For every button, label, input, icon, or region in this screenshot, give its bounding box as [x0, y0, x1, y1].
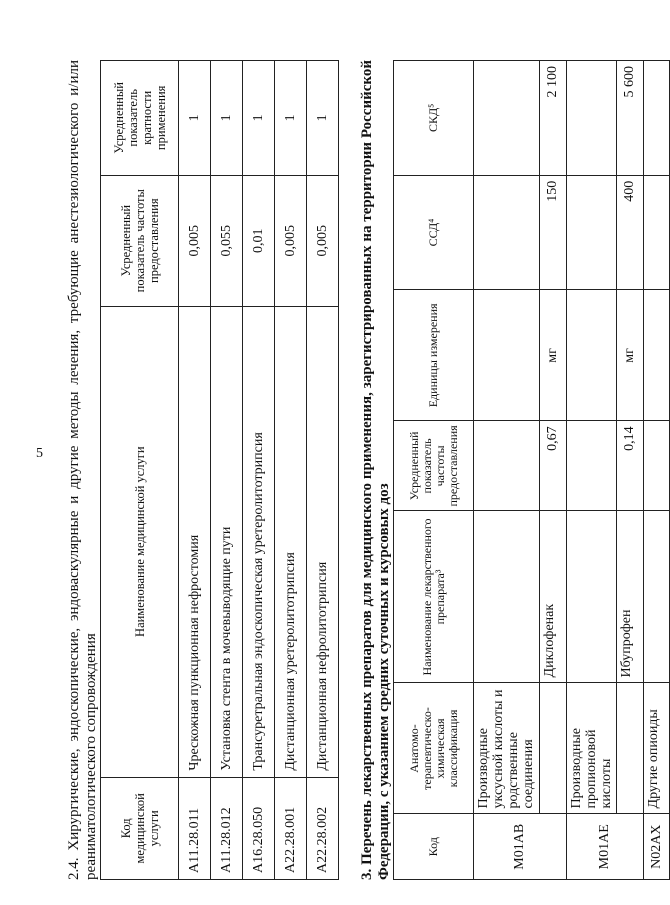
drug-ssd: 400: [617, 175, 644, 290]
header-code: Код: [394, 814, 474, 880]
service-mult: 1: [275, 61, 307, 176]
service-name: Установка стента в мочевыводящие пути: [211, 306, 243, 777]
atc-group: Другие опиоиды: [644, 683, 670, 814]
section-3-number: 3.: [359, 868, 375, 880]
table-row: [644, 61, 670, 880]
drug-ssd: 150: [540, 175, 567, 290]
drug-skd: 2 100: [540, 61, 567, 176]
drug-name: [474, 511, 540, 683]
service-freq: 0,01: [243, 175, 275, 306]
service-code: A16.28.050: [243, 777, 275, 879]
drug-freq: 0,67: [540, 421, 567, 511]
drug-ssd: [474, 175, 540, 290]
table-row: [275, 61, 307, 880]
header-freq: Усредненный показатель частоты предоставления: [394, 421, 474, 511]
header-code: Код медицинской услуги: [101, 777, 179, 879]
table-row: [211, 61, 243, 880]
atc-code: M01AE: [567, 814, 644, 880]
service-name: Дистанционная нефролитотрипсия: [307, 306, 339, 777]
service-mult: 1: [211, 61, 243, 176]
drug-name: Ибупрофен: [617, 511, 644, 683]
service-mult: 1: [243, 61, 275, 176]
rotated-page-content: [66, 60, 664, 880]
drug-ssd: [567, 175, 617, 290]
service-code: A11.28.011: [179, 777, 211, 879]
table-row: [567, 61, 617, 880]
drug-skd: 5 600: [617, 61, 644, 176]
service-freq: 0,005: [179, 175, 211, 306]
service-freq: 0,055: [211, 175, 243, 306]
service-name: Чрескожная пункционная нефростомия: [179, 306, 211, 777]
atc-code: N02AX: [644, 814, 670, 880]
service-mult: 1: [307, 61, 339, 176]
page-number: 5: [36, 446, 43, 461]
service-code: A22.28.001: [275, 777, 307, 879]
section-3-text: Перечень лекарственных препаратов для медицинского применения, зарегистрированных на территории Российской Федерации, с указанием средних суточных и курсовых доз: [359, 60, 392, 880]
table-row: [540, 61, 567, 880]
drug-skd: [644, 61, 670, 176]
section-2-4-number: 2.4.: [66, 857, 82, 880]
drug-name: [567, 511, 617, 683]
atc-code: M01AB: [474, 814, 567, 880]
service-freq: 0,005: [275, 175, 307, 306]
header-ssd: ССД⁴: [394, 175, 474, 290]
section-2-4-title: [66, 60, 100, 880]
table-row: [307, 61, 339, 880]
service-code: A22.28.002: [307, 777, 339, 879]
table-row: [179, 61, 211, 880]
service-code: A11.28.012: [211, 777, 243, 879]
drug-freq: [644, 421, 670, 511]
drug-unit: мг: [617, 290, 644, 421]
service-name: Трансуретральная эндоскопическая уретеролитотрипсия: [243, 306, 275, 777]
atc-group: Производные пропионовой кислоты: [567, 683, 617, 814]
service-name: Дистанционная уретеролитотрипсия: [275, 306, 307, 777]
service-mult: 1: [179, 61, 211, 176]
drug-freq: [474, 421, 540, 511]
header-unit: Единицы измерения: [394, 290, 474, 421]
atc-group: [617, 683, 644, 814]
drug-unit: мг: [540, 290, 567, 421]
header-mult: Усредненный показатель кратности применения: [101, 61, 179, 176]
drug-name: [644, 511, 670, 683]
atc-group: [540, 683, 567, 814]
atc-group: Производные уксусной кислоты и родственные соединения: [474, 683, 540, 814]
table-row: [617, 61, 644, 880]
section-2-4-text: Хирургические, эндоскопические, эндоваскулярные и другие методы лечения, требующие анестезиологического и/или реаниматологического сопровождения: [66, 60, 99, 880]
section-3-title: [359, 60, 393, 880]
service-freq: 0,005: [307, 175, 339, 306]
drug-skd: [567, 61, 617, 176]
header-skd: СКД⁵: [394, 61, 474, 176]
services-table: [100, 60, 339, 880]
drug-ssd: [644, 175, 670, 290]
drug-freq: [567, 421, 617, 511]
table-row: [474, 61, 540, 880]
drugs-table: [393, 60, 670, 880]
drug-unit: [567, 290, 617, 421]
drug-freq: 0,14: [617, 421, 644, 511]
drug-unit: [644, 290, 670, 421]
table-row: [243, 61, 275, 880]
drug-name: Диклофенак: [540, 511, 567, 683]
header-name: Наименование медицинской услуги: [101, 306, 179, 777]
header-atc: Анатомо-терапевтическо-химическая классификация: [394, 683, 474, 814]
header-drug: Наименование лекарственного препарата³: [394, 511, 474, 683]
header-freq: Усредненный показатель частоты предоставления: [101, 175, 179, 306]
drug-skd: [474, 61, 540, 176]
drug-unit: [474, 290, 540, 421]
